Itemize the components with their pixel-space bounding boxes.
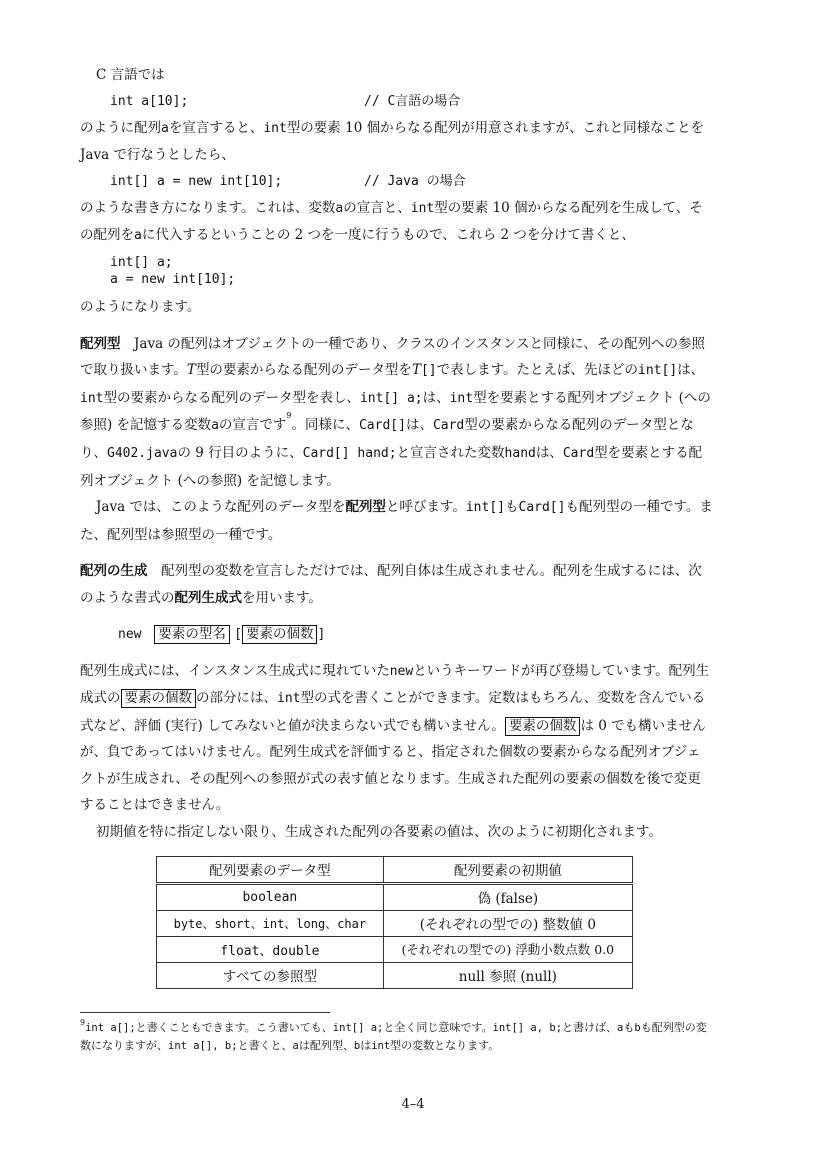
intro-paragraph-2: のように配列aを宣言すると、int型の要素 10 個からなる配列が用意されますが、これと同様なことを Java で行なうとしたら、	[80, 119, 705, 164]
table-cell: すべての参照型	[157, 962, 384, 988]
array-creation-syntax: new 要素の型名 [ 要素の個数 ]	[118, 625, 326, 642]
syntax-new-keyword: new	[118, 626, 142, 642]
intro-paragraph-3: のような書き方になります。これは、変数aの宣言と、int型の要素 10 個からなる配列を生成して、その配列をaに代入するということの 2 つを一度に行うもので、これら 2 つを分けて書くと、	[80, 199, 703, 244]
element-count-box: 要素の個数	[121, 689, 197, 708]
initial-values-table	[156, 856, 633, 989]
section-heading-array-type: 配列型	[80, 335, 121, 352]
intro-paragraph-4: のようになります。	[80, 298, 201, 315]
c-comment: // C言語の場合	[364, 93, 461, 109]
table-row	[157, 936, 633, 962]
array-creation-paragraph-1: 配列の生成 配列型の変数を宣言しただけでは、配列自体は生成されません。配列を生成するには、次のような書式の配列生成式を用います。	[80, 563, 702, 606]
table-row	[157, 883, 633, 910]
table-row	[157, 910, 633, 936]
table-header-row	[157, 856, 633, 883]
array-type-paragraph-2: Java では、このような配列のデータ型を配列型と呼びます。int[]もCard[]も配列型の一種です。また、配列型は参照型の一種です。	[80, 499, 713, 543]
c-declaration: int a[10];	[110, 93, 189, 109]
code-line: int[] a;	[110, 254, 173, 270]
c-code-line	[110, 89, 713, 115]
java-declaration: int[] a = new int[10];	[110, 173, 283, 189]
array-type-paragraph-1: 配列型 Java の配列はオブジェクトの一種であり、クラスのインスタンスと同様に、その配列への参照で取り扱います。T型の要素からなる配列のデータ型をT[]で表します。たとえば、先ほどのint[]は、int型の要素からなる配列のデータ型を表し、int[] a;は、int型を要素とする配列オブジェクト (への参照) を記憶する変数aの宣言です$^9$。同様に、Card[]は、Card型の要素からなる配列のデータ型となり、G402.javaの 9 行目のように、Card[] hand;と宣言された変数handは、Card型を要素とする配列オブジェクト (への参照) を記憶します。	[80, 335, 711, 489]
intro-paragraph-1: C 言語では	[96, 67, 165, 83]
table-header-cell: 配列要素のデータ型	[157, 856, 384, 883]
syntax-element-type-box: 要素の型名	[154, 625, 230, 644]
table-cell: (それぞれの型での) 整数値 0	[383, 910, 632, 936]
page-number: 4–4	[401, 1097, 425, 1112]
java-comment: // Java の場合	[364, 173, 466, 189]
table-cell: (それぞれの型での) 浮動小数点数 0.0	[383, 936, 632, 962]
array-creation-paragraph-2: 配列生成式には、インスタンス生成式に現れていたnewというキーワードが再び登場しています。配列生成式の 要素の個数 の部分には、int型の式を書くことができます。定数はもちろん、変数を含んでいる式など、評価 (実行) してみないと値が決まらない式でも構いません。 要素の個数 は 0 でも構いませんが、負であってはいけません。配列生成式を評価すると、指定された個数の要素からなる配列オブジェクトが生成され、その配列への参照が式の表す値となります。生成された配列の要素の個数を後で変更することはできません。	[80, 662, 710, 814]
code-line: a = new int[10];	[110, 271, 236, 287]
footnote-mark: 9	[80, 1018, 86, 1027]
section-heading-array-creation: 配列の生成	[80, 563, 148, 580]
footnote: $^9$int a[];と書くこともできます。こう書いても、int[] a;と全く同じ意味です。int[] a, b;と書けば、aもbも配列型の変数になりますが、int a[], b;と書くと、aは配列型、bはint型の変数となります。	[80, 1018, 707, 1052]
table-cell: byte、short、int、long、char	[157, 910, 384, 936]
footnote-rule	[80, 1012, 330, 1013]
table-cell: 偽 (false)	[383, 883, 632, 910]
split-code-block	[110, 250, 713, 294]
table-row	[157, 962, 633, 988]
footnote-reference: 9	[286, 411, 292, 421]
syntax-element-count-box: 要素の個数	[242, 625, 318, 644]
array-creation-paragraph-3: 初期値を特に指定しない限り、生成された配列の各要素の値は、次のように初期化されます。	[96, 824, 662, 841]
table-cell: float、double	[157, 936, 384, 962]
table-header-cell: 配列要素の初期値	[383, 856, 632, 883]
table-cell: null 参照 (null)	[383, 962, 632, 988]
table-cell: boolean	[157, 883, 384, 910]
element-count-box: 要素の個数	[505, 717, 581, 736]
page-body	[80, 62, 713, 989]
java-code-line	[110, 169, 713, 195]
